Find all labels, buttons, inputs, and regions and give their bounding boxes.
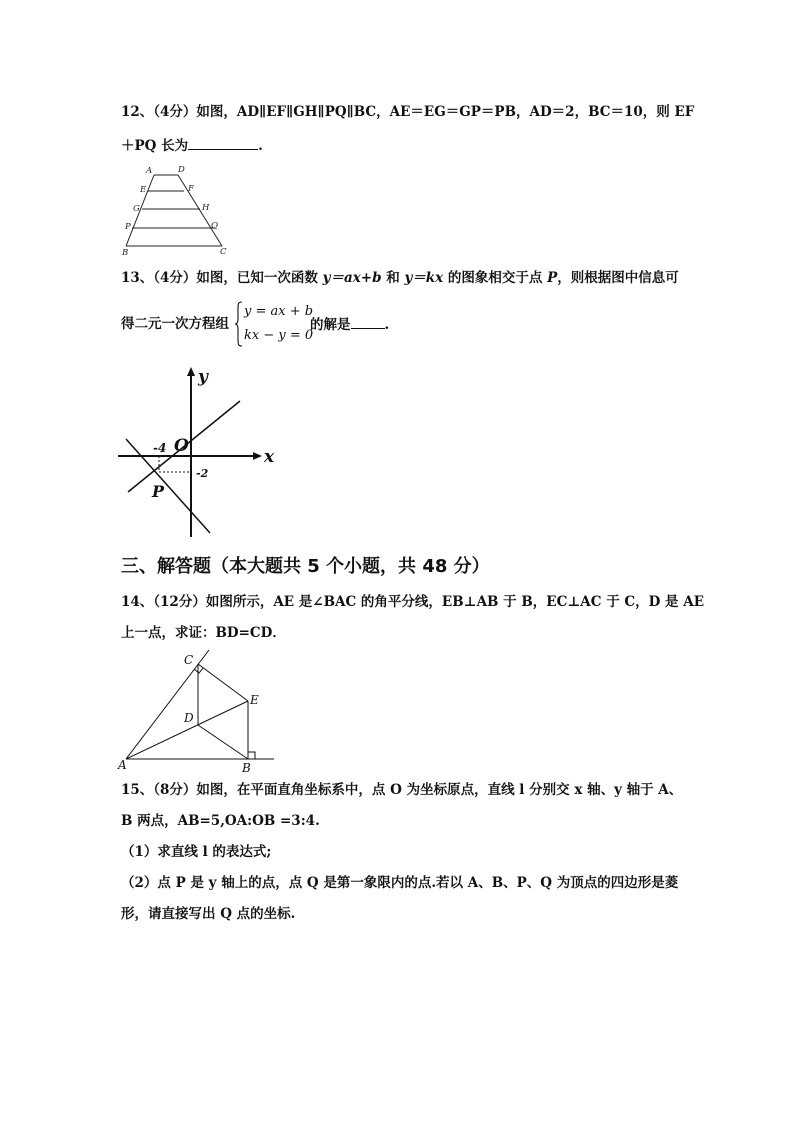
q13-x-axis-arrow: [253, 452, 262, 460]
q14-label-b: B: [242, 761, 251, 775]
q12-label-p: P: [125, 222, 131, 232]
q13-equation-2: kx − y = 0: [244, 328, 314, 343]
q12-label-f: F: [188, 184, 194, 194]
q13-equation-1: y = ax + b: [244, 304, 314, 319]
q14-text-line2: 上一点，求证：BD=CD．: [121, 625, 286, 641]
q13-suffix: ，则根据图中信息可: [557, 270, 679, 286]
q14-right-angle-b: [248, 752, 255, 759]
q13-label-y: y: [198, 367, 208, 387]
q13-prefix: 13、（4分）如图，已知一次函数: [121, 270, 323, 286]
q13-label-neg2: -2: [196, 467, 209, 480]
q13-function-2: y＝kx: [404, 270, 444, 286]
q13-text-line1: [121, 268, 679, 288]
q14-triangle-figure: [118, 648, 283, 774]
q13-line2-end: .: [384, 317, 390, 333]
q12-label-a: A: [146, 166, 153, 176]
q15-part-2-line1: （2）点 P 是 y 轴上的点，点 Q 是第一象限内的点.若以 A、B、P、Q 为顶点的四边形是菱: [121, 875, 679, 891]
q13-label-origin: O: [174, 436, 189, 456]
q14-label-a: A: [118, 758, 127, 772]
q13-line-y-ax-b: [126, 439, 210, 533]
q14-text-line1: 14、（12分）如图所示，AE 是∠BAC 的角平分线，EB⊥AB 于 B，EC⊥AC 于 C，D 是 AE: [121, 594, 705, 610]
q12-trapezoid-figure: [118, 162, 238, 258]
q14-label-c: C: [184, 653, 194, 667]
q12-line2-end: .: [258, 138, 263, 154]
q12-line2-lead: ＋PQ 长为: [121, 138, 189, 154]
q12-label-b: B: [122, 248, 129, 258]
q14-label-e: E: [250, 693, 259, 707]
q13-mid1: 和: [381, 270, 405, 286]
q12-text-line1: 12、（4分）如图，AD∥EF∥GH∥PQ∥BC，AE＝EG＝GP＝PB，AD＝2，BC＝10，则 EF: [121, 104, 695, 120]
section-3-heading: 三、解答题（本大题共 5 个小题，共 48 分）: [121, 556, 490, 577]
q12-label-d: D: [178, 165, 185, 175]
q13-brace: [234, 301, 244, 347]
q14-segment-ce: [198, 664, 248, 701]
q12-label-q: Q: [211, 221, 218, 231]
q13-answer-blank[interactable]: [351, 314, 385, 329]
q14-ray-ac: [126, 650, 209, 759]
q14-bisector-ae: [126, 701, 248, 759]
q13-line2-lead: 得二元一次方程组: [121, 316, 229, 332]
q12-text-line2: [121, 135, 263, 156]
q13-line2-tail: [310, 314, 389, 335]
q14-segment-db: [198, 725, 248, 759]
q12-answer-blank[interactable]: [188, 135, 258, 150]
q15-part-1: （1）求直线 l 的表达式;: [121, 844, 272, 860]
q13-point-p: P: [547, 270, 558, 286]
q12-side-dc: [178, 175, 222, 246]
q13-label-x: x: [264, 447, 275, 467]
q12-label-e: E: [140, 185, 147, 195]
q15-text-line1: 15、（8分）如图，在平面直角坐标系中，点 O 为坐标原点，直线 l 分别交 x 轴、y 轴于 A、: [121, 782, 683, 798]
q12-label-g: G: [133, 204, 140, 214]
q13-mid2: 的图象相交于点: [443, 270, 548, 286]
q15-text-line2: B 两点，AB=5,OA:OB =3:4.: [121, 813, 320, 829]
q13-label-p: P: [152, 482, 165, 501]
q13-line2-suffix: 的解是: [310, 317, 351, 333]
q13-coordinate-graph: [116, 362, 281, 542]
q14-label-d: D: [184, 711, 194, 725]
q13-function-1: y＝ax+b: [322, 270, 382, 286]
q13-y-axis-arrow: [187, 367, 195, 376]
q13-label-neg4: -4: [153, 441, 167, 455]
q12-label-h: H: [202, 203, 210, 213]
q12-label-c: C: [220, 247, 227, 257]
q15-part-2-line2: 形，请直接写出 Q 点的坐标.: [121, 906, 296, 922]
